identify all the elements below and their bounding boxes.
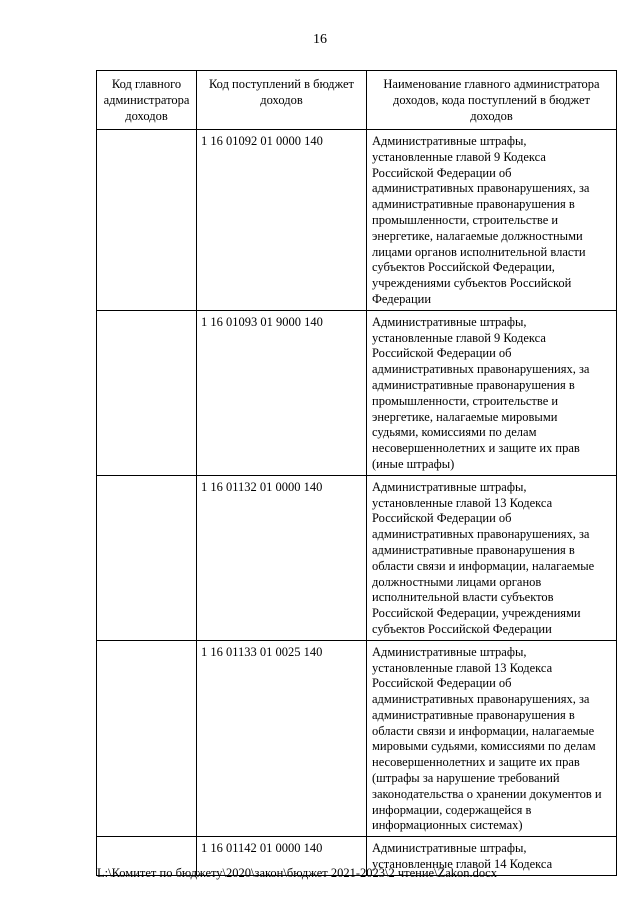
revenue-name-line: административные правонарушения в	[372, 197, 575, 212]
revenue-name-line: энергетике, налагаемые должностными	[372, 228, 583, 243]
revenue-name-line: административных правонарушениях, за	[372, 692, 590, 707]
header-admin-code: Код главного администратора доходов	[97, 71, 197, 130]
revenue-name-line: Административные штрафы,	[372, 314, 527, 329]
revenue-name-line: административные правонарушения в	[372, 542, 575, 557]
admin-code-cell	[97, 310, 197, 475]
table-body	[97, 130, 617, 876]
table-row	[97, 310, 617, 475]
revenue-code-cell: 1 16 01142 01 0000 140	[197, 837, 367, 876]
revenue-code-cell: 1 16 01132 01 0000 140	[197, 475, 367, 640]
revenue-name-line: административных правонарушениях, за	[372, 181, 590, 196]
revenue-name-line: Российской Федерации, учреждениями	[372, 606, 581, 621]
revenue-name-line: несовершеннолетних и защите их прав	[372, 755, 580, 770]
revenue-name-line: субъектов Российской Федерации	[372, 621, 552, 636]
revenue-name-line: установленные главой 14 Кодекса	[372, 857, 553, 872]
header-revenue-code: Код поступлений в бюджет доходов	[197, 71, 367, 130]
page-number: 16	[313, 32, 327, 47]
table-header-row	[97, 71, 617, 130]
admin-code-cell	[97, 640, 197, 837]
revenue-name-cell	[367, 475, 617, 640]
revenue-name-line: (иные штрафы)	[372, 456, 455, 471]
revenue-name-cell	[367, 310, 617, 475]
revenue-name-line: энергетике, налагаемые мировыми	[372, 409, 558, 424]
revenue-name-line: установленные главой 13 Кодекса	[372, 660, 553, 675]
revenue-name-line: (штрафы за нарушение требований	[372, 771, 560, 786]
revenue-name-line: области связи и информации, налагаемые	[372, 723, 595, 738]
revenue-code-cell: 1 16 01093 01 9000 140	[197, 310, 367, 475]
header-name: Наименование главного администратора доходов, кода поступлений в бюджет доходов	[367, 71, 617, 130]
revenue-code-cell: 1 16 01092 01 0000 140	[197, 130, 367, 311]
revenue-name-line: несовершеннолетних и защите их прав	[372, 441, 580, 456]
table-row	[97, 130, 617, 311]
revenue-name-line: установленные главой 13 Кодекса	[372, 495, 553, 510]
revenue-name-line: судьями, комиссиями по делам	[372, 425, 537, 440]
revenue-name-line: законодательства о хранении документов и	[372, 786, 602, 801]
revenue-name-line: Российской Федерации об	[372, 511, 512, 526]
revenue-name-line: субъектов Российской Федерации,	[372, 260, 555, 275]
revenue-name-cell	[367, 130, 617, 311]
revenue-name-line: области связи и информации, налагаемые	[372, 558, 595, 573]
admin-code-cell	[97, 130, 197, 311]
revenue-name-cell	[367, 640, 617, 837]
revenue-name-line: должностными лицами органов	[372, 574, 542, 589]
revenue-name-line: информационных системах)	[372, 818, 523, 833]
revenue-name-line: учреждениями субъектов Российской	[372, 276, 572, 291]
revenue-name-line: исполнительной власти субъектов	[372, 590, 554, 605]
revenue-name-line: административных правонарушениях, за	[372, 362, 590, 377]
revenue-name-line: административные правонарушения в	[372, 377, 575, 392]
revenue-name-line: информации, содержащейся в	[372, 802, 532, 817]
revenue-name-line: лицами органов исполнительной власти	[372, 244, 586, 259]
revenue-codes-table	[96, 70, 617, 876]
revenue-name-line: Федерации	[372, 291, 432, 306]
revenue-name-line: административные правонарушения в	[372, 707, 575, 722]
revenue-name-line: Административные штрафы,	[372, 134, 527, 148]
revenue-name-line: мировыми судьями, комиссиями по делам	[372, 739, 596, 754]
revenue-name-line: установленные главой 9 Кодекса	[372, 330, 546, 345]
revenue-name-line: Административные штрафы,	[372, 479, 527, 494]
revenue-name-line: Административные штрафы,	[372, 841, 527, 856]
table-row	[97, 475, 617, 640]
revenue-name-line: Российской Федерации об	[372, 676, 512, 691]
revenue-name-line: административных правонарушениях, за	[372, 527, 590, 542]
revenue-name-line: промышленности, строительстве и	[372, 393, 559, 408]
revenue-code-cell: 1 16 01133 01 0025 140	[197, 640, 367, 837]
revenue-name-line: промышленности, строительстве и	[372, 212, 559, 227]
revenue-name-line: установленные главой 9 Кодекса	[372, 149, 546, 164]
revenue-name-line: Российской Федерации об	[372, 346, 512, 361]
revenue-name-line: Административные штрафы,	[372, 644, 527, 659]
revenue-name-line: Российской Федерации об	[372, 165, 512, 180]
admin-code-cell	[97, 475, 197, 640]
table-row	[97, 640, 617, 837]
file-path-footer: L:\Комитет по бюджету\2020\закон\бюджет 2021-2023\2 чтение\Zakon.docx	[97, 866, 497, 880]
